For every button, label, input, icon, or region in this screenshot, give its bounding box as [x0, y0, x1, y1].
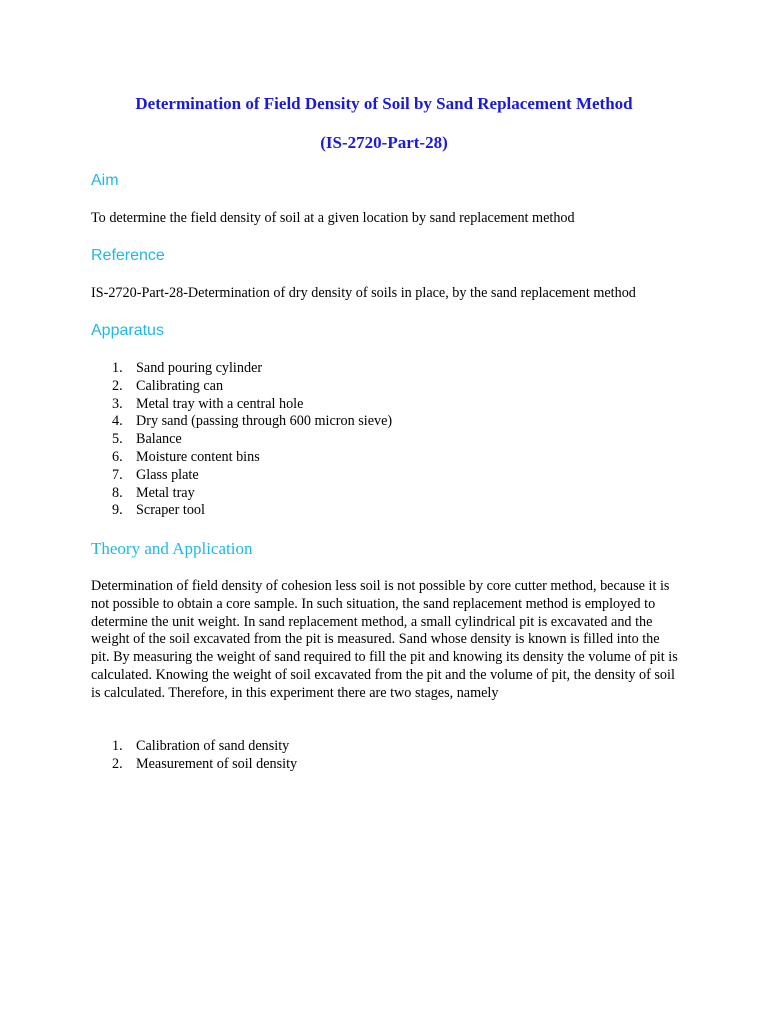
aim-heading: Aim: [91, 172, 119, 189]
list-item: 7. Glass plate: [112, 466, 199, 483]
page-subtitle: (IS-2720-Part-28): [320, 133, 448, 152]
theory-text: Determination of field density of cohesion less soil is not possible by core cutter method, because it is not possible to obtain a core sample. In such situation, the sand replacement method is employed to determine the unit weight. In sand replacement method, a small cylindrical pit is excavated and the weight of the soil excavated from the pit is measured. Sand whose density is known is filled into the pit. By measuring the weight of sand required to fill the pit and knowing its density the volume of pit is calculated. Knowing the weight of soil excavated from the pit and the volume of pit, the density of soil is calculated. Therefore, in this experiment there are two stages, namely: [91, 578, 678, 701]
list-item: 1. Sand pouring cylinder: [112, 360, 263, 376]
list-item: 4. Dry sand (passing through 600 micron sieve): [112, 413, 393, 430]
list-item: 8. Metal tray: [112, 484, 195, 501]
list-item: 2. Calibrating can: [112, 377, 224, 394]
list-item: 3. Metal tray with a central hole: [112, 395, 304, 412]
list-item: 2. Measurement of soil density: [112, 755, 298, 772]
list-item: 5. Balance: [112, 431, 182, 448]
aim-text: To determine the field density of soil at a given location by sand replacement method: [91, 210, 575, 226]
list-item: 9. Scraper tool: [112, 502, 205, 519]
reference-heading: Reference: [91, 247, 165, 264]
theory-heading: Theory and Application: [91, 539, 253, 558]
page-title: Determination of Field Density of Soil by Sand Replacement Method: [135, 94, 633, 113]
stages-list: [91, 738, 297, 774]
list-item: 6. Moisture content bins: [112, 448, 260, 465]
reference-text: IS-2720-Part-28-Determination of dry density of soils in place, by the sand replacement method: [91, 285, 636, 301]
apparatus-list: [91, 360, 392, 520]
apparatus-heading: Apparatus: [91, 322, 164, 339]
list-item: 1. Calibration of sand density: [112, 738, 290, 754]
